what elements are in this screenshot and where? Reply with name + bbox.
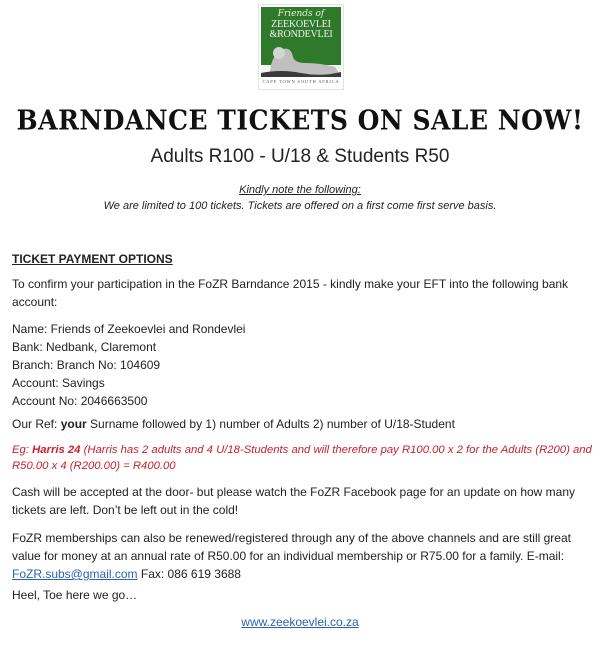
example-prefix: Eg: <box>12 444 33 456</box>
ref-prefix: Our Ref: <box>12 417 61 431</box>
note-title: Kindly note the following: <box>239 184 361 196</box>
payment-intro: To confirm your participation in the FoZR Barndance 2015 - kindly make your EFT into the following bank account: <box>12 277 569 309</box>
otter-icon <box>261 43 341 77</box>
logo-line-zeekoevlei: ZEEKOEVLEI <box>271 19 331 30</box>
email-link[interactable]: FoZR.subs@gmail.com <box>12 567 138 581</box>
page-headline: BARNDANCE TICKETS ON SALE NOW! <box>16 104 584 137</box>
logo-script-text: Friends of <box>277 9 325 19</box>
membership-text: FoZR memberships can also be renewed/registered through any of the above channels and are still great value for money at an annual rate of R50.00 for an individual membership or R75.00 for a family. E-mail: <box>12 531 571 563</box>
logo-footer-text: CAPE TOWN SOUTH AFRICA <box>262 79 340 84</box>
bank-detail-account: Account: Savings <box>12 376 105 390</box>
bank-detail-branch: Branch: Branch No: 104609 <box>12 358 161 372</box>
bank-detail-account-no: Account No: 2046663500 <box>12 394 148 408</box>
section-title-payment <box>12 250 592 268</box>
ref-bold: your <box>60 417 87 431</box>
fax-number: Fax: 086 619 3688 <box>137 567 241 581</box>
ref-suffix: Surname followed by 1) number of Adults 2) number of U/18-Student <box>86 417 455 431</box>
payment-section-title: TICKET PAYMENT OPTIONS <box>12 252 173 266</box>
bank-detail-bank: Bank: Nedbank, Claremont <box>12 340 157 354</box>
bank-detail-name: Name: Friends of Zeekoevlei and Rondevlei <box>12 322 246 336</box>
ticket-prices: Adults R100 - U/18 & Students R50 <box>150 146 450 167</box>
logo-line-rondevlei: &RONDEVLEI <box>269 29 333 40</box>
bank-details <box>12 320 592 410</box>
signoff: Heel, Toe here we go… <box>12 588 138 602</box>
reference-instructions <box>12 415 592 433</box>
fozr-logo <box>258 4 344 90</box>
membership-paragraph <box>12 529 592 583</box>
example-text: (Harris has 2 adults and 4 U/18-Students and will therefore pay R100.00 x 2 for the Adults (R200) and R50.00 x 4 (R200.00) = R400.00 <box>12 444 592 472</box>
note-text: We are limited to 100 tickets. Tickets are offered on a first come first serve basis. <box>103 200 497 212</box>
payment-example <box>12 442 592 474</box>
website-line <box>0 613 600 631</box>
website-link[interactable]: www.zeekoevlei.co.za <box>241 615 359 629</box>
cash-note: Cash will be accepted at the door- but please watch the FoZR Facebook page for an update on how many tickets are left. Don’t be left out in the cold! <box>12 485 576 517</box>
logo-green-panel <box>261 7 341 77</box>
example-bold: Harris 24 <box>32 444 81 456</box>
